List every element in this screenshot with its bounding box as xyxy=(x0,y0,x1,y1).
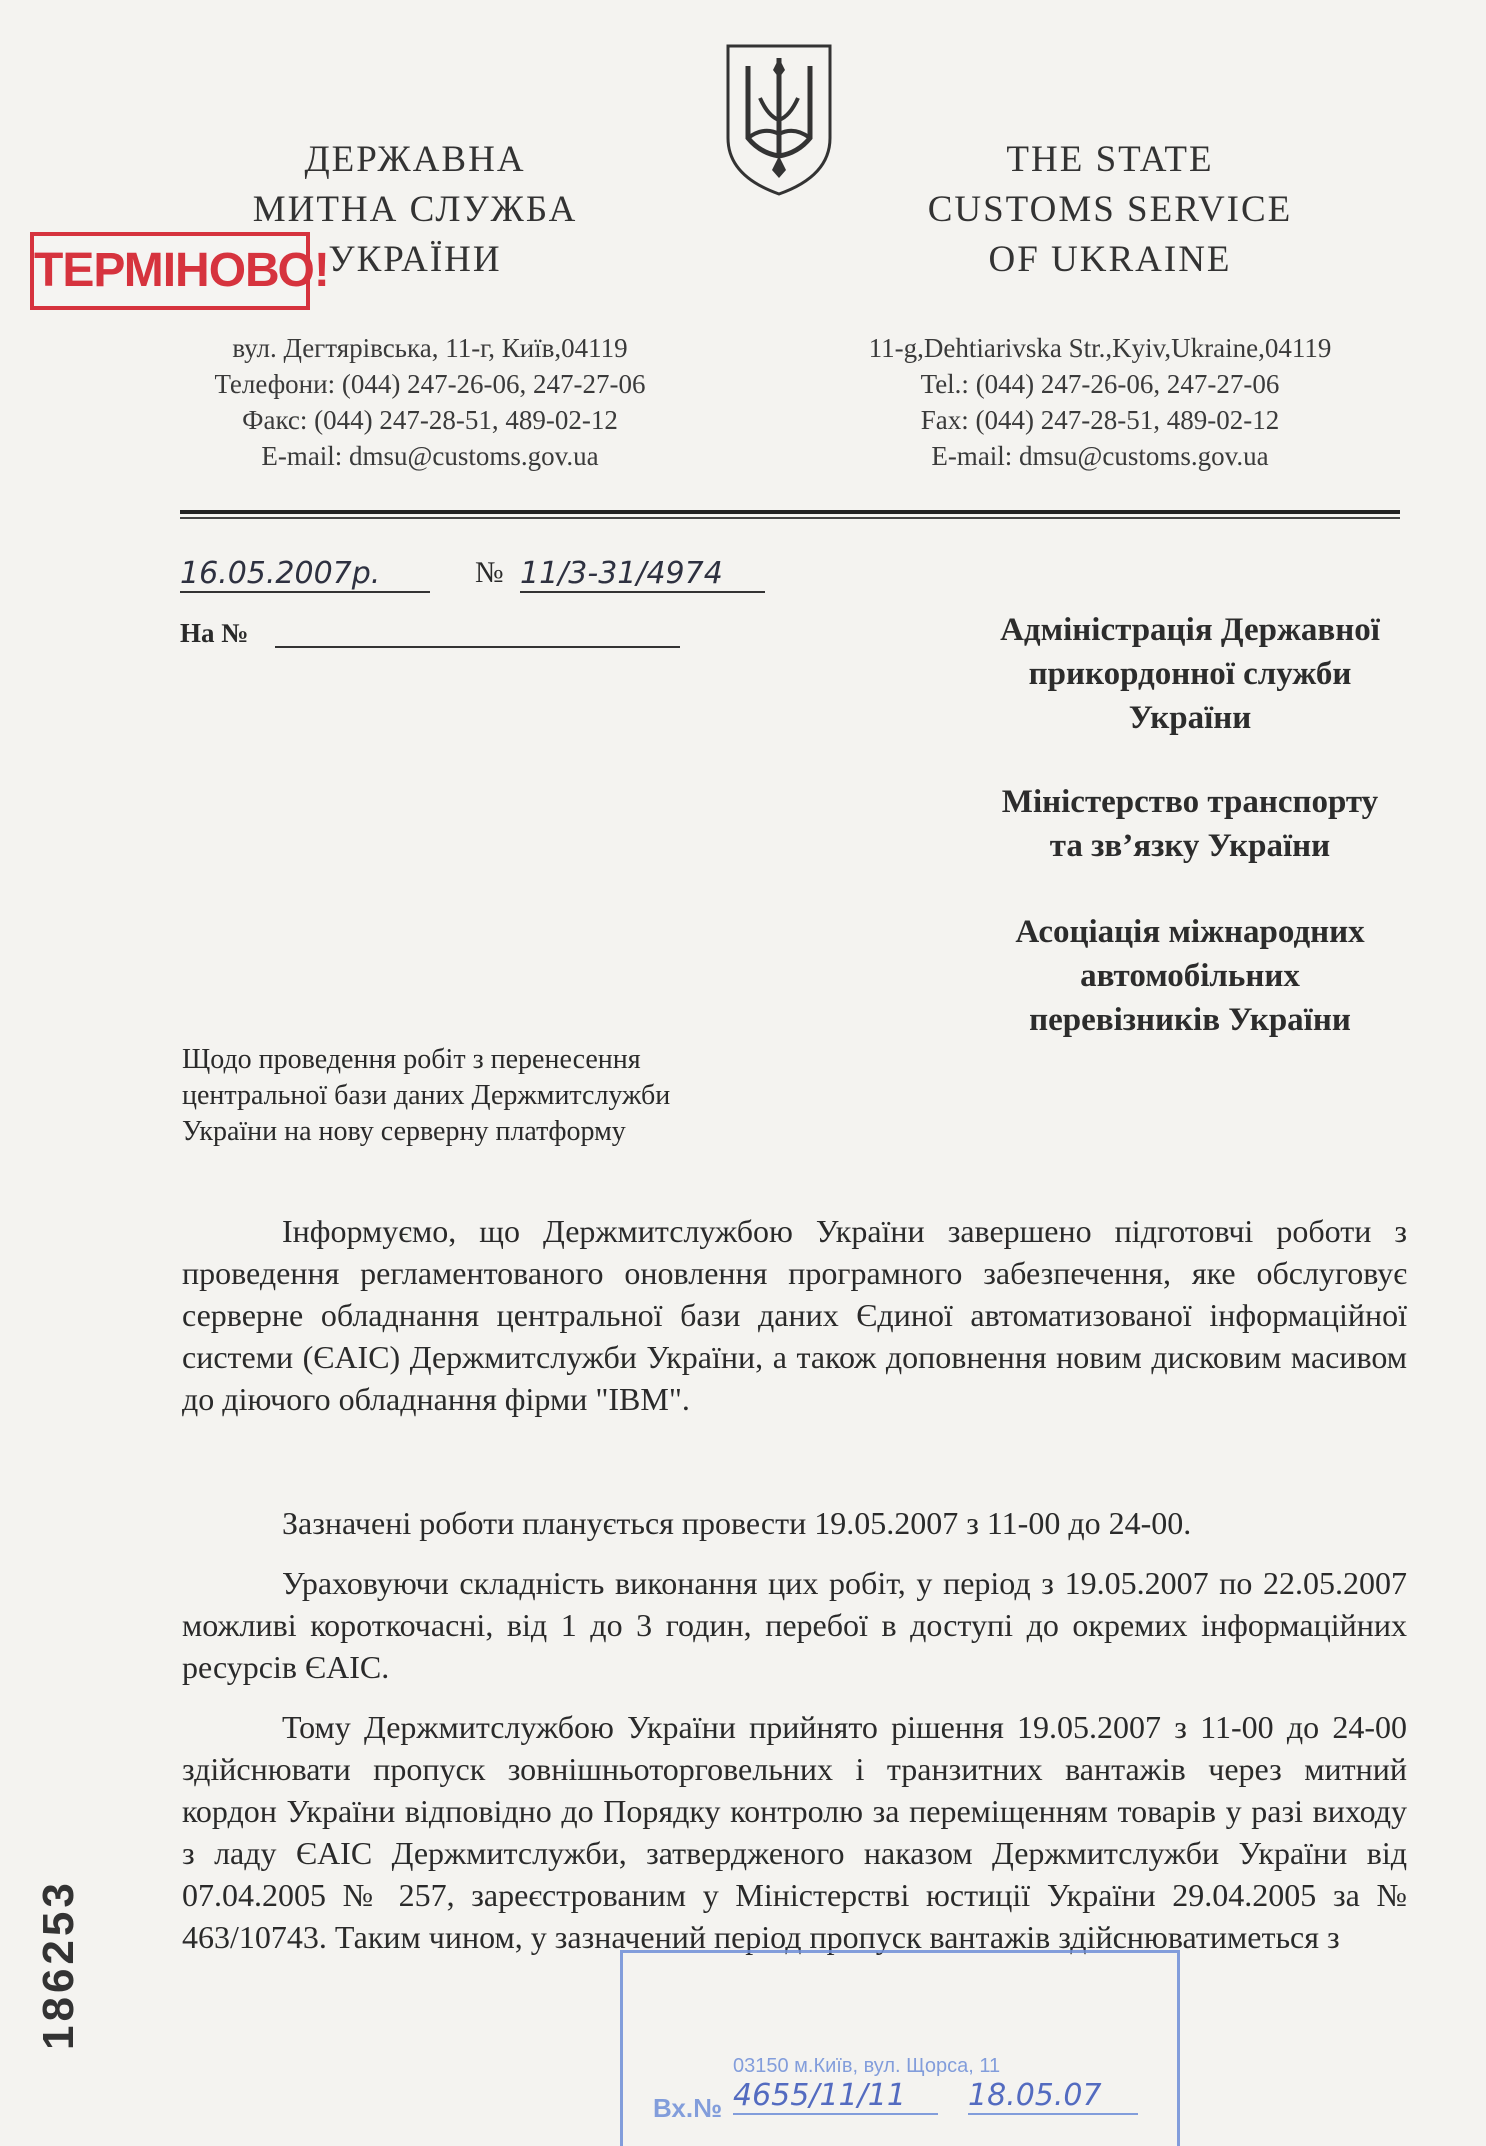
stamp-address: 03150 м.Київ, вул. Щорса, 11 xyxy=(733,2055,1001,2077)
addressee-line: прикордонної служби xyxy=(1028,656,1352,692)
addressee xyxy=(940,910,1440,1042)
org-ua-line: МИТНА СЛУЖБА xyxy=(252,189,578,230)
body-paragraph: Тому Держмитслужбою України прийнято рішення 19.05.2007 з 11-00 до 24-00 здійснювати пропуск зовнішньоторговельних і транзитних вантажів через митний кордон України відповідно до Порядку контролю за переміщенням товарів у разі виходу з ладу ЄАІС Держмитслужби, затвердженого наказом Держмитслужби України від 07.04.2005 № 257, зареєстрованим у Міністерстві юстиції України 29.04.2005 за № 463/10743. Таким чином, у зазначений період пропуск вантажів здійснюватиметься з xyxy=(182,1709,1407,1955)
addressee-line: та зв’язку України xyxy=(1049,828,1331,864)
addressee-line: України xyxy=(1128,700,1252,736)
org-en-line: OF UKRAINE xyxy=(988,239,1232,280)
contacts-ua xyxy=(160,330,700,474)
reply-to-blank-line xyxy=(275,646,680,648)
contact-line: E-mail: dmsu@customs.gov.ua xyxy=(931,441,1269,471)
addressee xyxy=(940,608,1440,740)
contact-line: Телефони: (044) 247-26-06, 247-27-06 xyxy=(214,369,646,399)
contact-line: Факс: (044) 247-28-51, 489-02-12 xyxy=(242,405,618,435)
contact-line: вул. Дегтярівська, 11-г, Київ,04119 xyxy=(232,333,628,363)
stamp-number: 4655/11/11 xyxy=(733,2078,938,2115)
contact-line: 11-g,Dehtiarivska Str.,Kyiv,Ukraine,04119 xyxy=(868,333,1332,363)
contact-line: Fax: (044) 247-28-51, 489-02-12 xyxy=(920,405,1280,435)
addressee-line: Міністерство транспорту xyxy=(1001,784,1379,820)
stamp-date: 18.05.07 xyxy=(968,2078,1138,2115)
body-paragraph: Зазначені роботи планується провести 19.05.2007 з 11-00 до 24-00. xyxy=(282,1505,1192,1541)
body-paragraph: Ураховуючи складність виконання цих робіт, у період з 19.05.2007 по 22.05.2007 можливі короткочасні, від 1 до 3 годин, перебої в доступі до окремих інформаційних ресурсів ЄАІС. xyxy=(182,1565,1407,1685)
addressee-line: перевізників України xyxy=(1029,1002,1351,1038)
trident-emblem-icon xyxy=(720,38,838,198)
outgoing-number-label: № xyxy=(475,556,504,589)
registration-side-number: 186253 xyxy=(34,1879,83,2050)
stamp-label: Вх.№ xyxy=(653,2093,723,2123)
reply-to-label: На № xyxy=(180,618,249,648)
org-en-line: CUSTOMS SERVICE xyxy=(927,189,1293,230)
urgent-stamp: ТЕРМІНОВО! xyxy=(30,232,310,310)
contacts-en xyxy=(830,330,1370,474)
letter-subject xyxy=(182,1042,782,1150)
body-paragraph: Інформуємо, що Держмитслужбою України завершено підготовчі роботи з проведення регламентованого оновлення програмного забезпечення, яке обслуговує серверне обладнання центральної бази даних Єдиної автоматизованої інформаційної системи (ЄАІС) Держмитслужби України, а також доповнення новим дисковим масивом до діючого обладнання фірми "IBM". xyxy=(182,1213,1407,1417)
outgoing-number: 11/3-31/4974 xyxy=(520,556,765,593)
incoming-stamp xyxy=(620,1950,1180,2146)
addressee-line: автомобільних xyxy=(1080,958,1300,994)
organization-name-en xyxy=(880,135,1340,285)
contact-line: E-mail: dmsu@customs.gov.ua xyxy=(261,441,599,471)
header-divider xyxy=(180,510,1400,514)
addressee xyxy=(940,780,1440,868)
org-ua-line: ДЕРЖАВНА xyxy=(304,139,526,180)
addressee-line: Адміністрація Державної xyxy=(1000,612,1380,648)
subject-line: центральної бази даних Держмитслужби xyxy=(182,1080,671,1111)
outgoing-date: 16.05.2007р. xyxy=(180,556,430,593)
org-en-line: THE STATE xyxy=(1006,139,1214,180)
contact-line: Tel.: (044) 247-26-06, 247-27-06 xyxy=(920,369,1280,399)
org-ua-line: УКРАЇНИ xyxy=(328,239,502,280)
subject-line: України на нову серверну платформу xyxy=(182,1116,626,1147)
addressee-line: Асоціація міжнародних xyxy=(1015,914,1365,950)
subject-line: Щодо проведення робіт з перенесення xyxy=(182,1044,641,1075)
header-divider-thin xyxy=(180,517,1400,519)
